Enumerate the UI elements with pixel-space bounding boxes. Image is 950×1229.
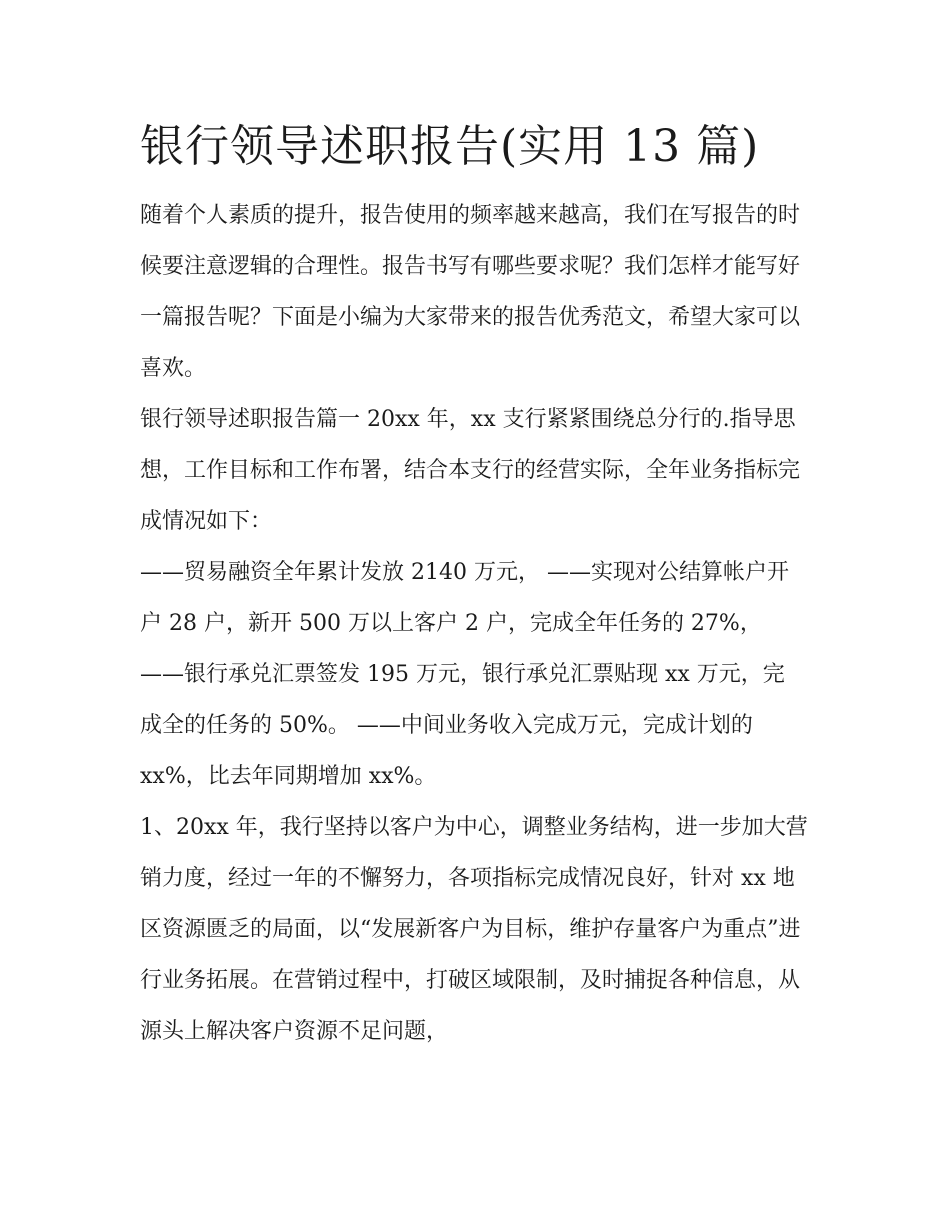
document-page [140,112,820,1057]
intro-paragraph: 随着个人素质的提升，报告使用的频率越来越高，我们在写报告的时候要注意逻辑的合理性。报告书写有哪些要求呢？我们怎样才能写好一篇报告呢？下面是小编为大家带来的报告优秀范文，希望大家可以喜欢。 [140,203,801,381]
document-title: 银行领导述职报告(实用 13 篇) [140,121,760,172]
numbered-paragraph-1: 1、20xx 年，我行坚持以客户为中心，调整业务结构，进一步加大营销力度，经过一年的不懈努力，各项指标完成情况良好，针对 xx 地区资源匮乏的局面，以“发展新客户为目标，维护存量客户为重点”进行业务拓展。在营销过程中，打破区域限制，及时捕捉各种信息，从源头上解决客户资源不足问题， [140,815,808,1044]
report-opening-paragraph: 银行领导述职报告篇一 20xx 年，xx 支行紧紧围绕总分行的.指导思想，工作目标和工作布署，结合本支行的经营实际，全年业务指标完成情况如下： [140,407,801,534]
acceptance-bill-paragraph: ——银行承兑汇票签发 195 万元，银行承兑汇票贴现 xx 万元，完成全的任务的 50%。 ——中间业务收入完成万元，完成计划的 xx%，比去年同期增加 xx%。 [140,662,785,789]
trade-finance-paragraph: ——贸易融资全年累计发放 2140 万元， ——实现对公结算帐户开户 28 户，新开 500 万以上客户 2 户，完成全年任务的 27%， [140,560,789,636]
